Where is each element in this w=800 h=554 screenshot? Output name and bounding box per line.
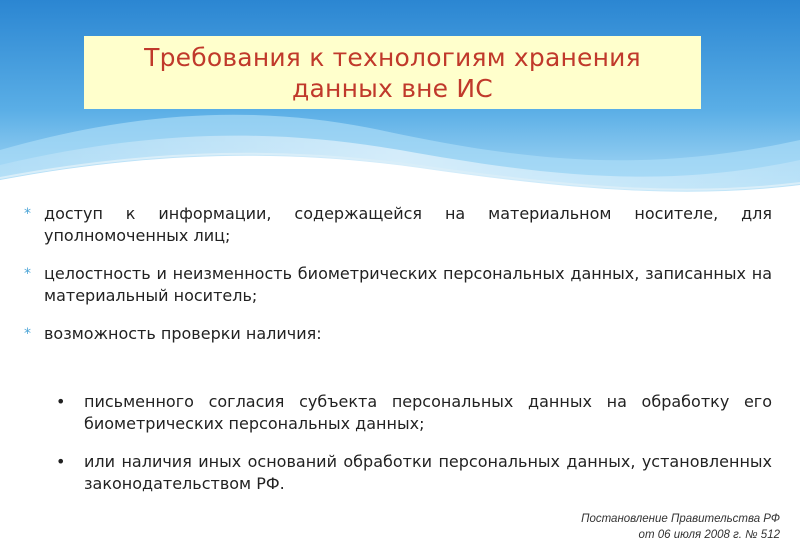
source-line-2: от 06 июля 2008 г. № 512: [638, 529, 780, 541]
sub-bullet-item: [56, 451, 772, 495]
asterisk-icon: *: [24, 326, 31, 342]
bullet-text: целостность и неизменность биометрических персональных данных, записанных на материальный носитель;: [44, 264, 772, 305]
asterisk-icon: *: [24, 206, 31, 222]
slide-title-line-1: Требования к технологиям хранения: [144, 42, 641, 72]
bullet-item: [24, 323, 772, 345]
sub-bullet-list: [56, 391, 772, 495]
bullet-item: [24, 263, 772, 307]
bullet-dot-icon: •: [56, 392, 66, 411]
source-citation: [581, 511, 780, 543]
slide-title: [144, 42, 641, 104]
sub-bullet-item: [56, 391, 772, 435]
title-box: [84, 36, 701, 109]
bullet-item: [24, 203, 772, 247]
sub-bullet-text: или наличия иных оснований обработки персональных данных, установленных законодательством РФ.: [84, 452, 772, 493]
asterisk-icon: *: [24, 266, 31, 282]
sub-bullet-text: письменного согласия субъекта персональных данных на обработку его биометрических персональных данных;: [84, 392, 772, 433]
bullet-dot-icon: •: [56, 452, 66, 471]
bullet-text: доступ к информации, содержащейся на материальном носителе, для уполномоченных лиц;: [44, 204, 772, 245]
bullet-list: [24, 203, 772, 361]
slide-title-line-2: данных вне ИС: [292, 73, 493, 103]
bullet-text: возможность проверки наличия:: [44, 324, 322, 343]
source-line-1: Постановление Правительства РФ: [581, 513, 780, 525]
